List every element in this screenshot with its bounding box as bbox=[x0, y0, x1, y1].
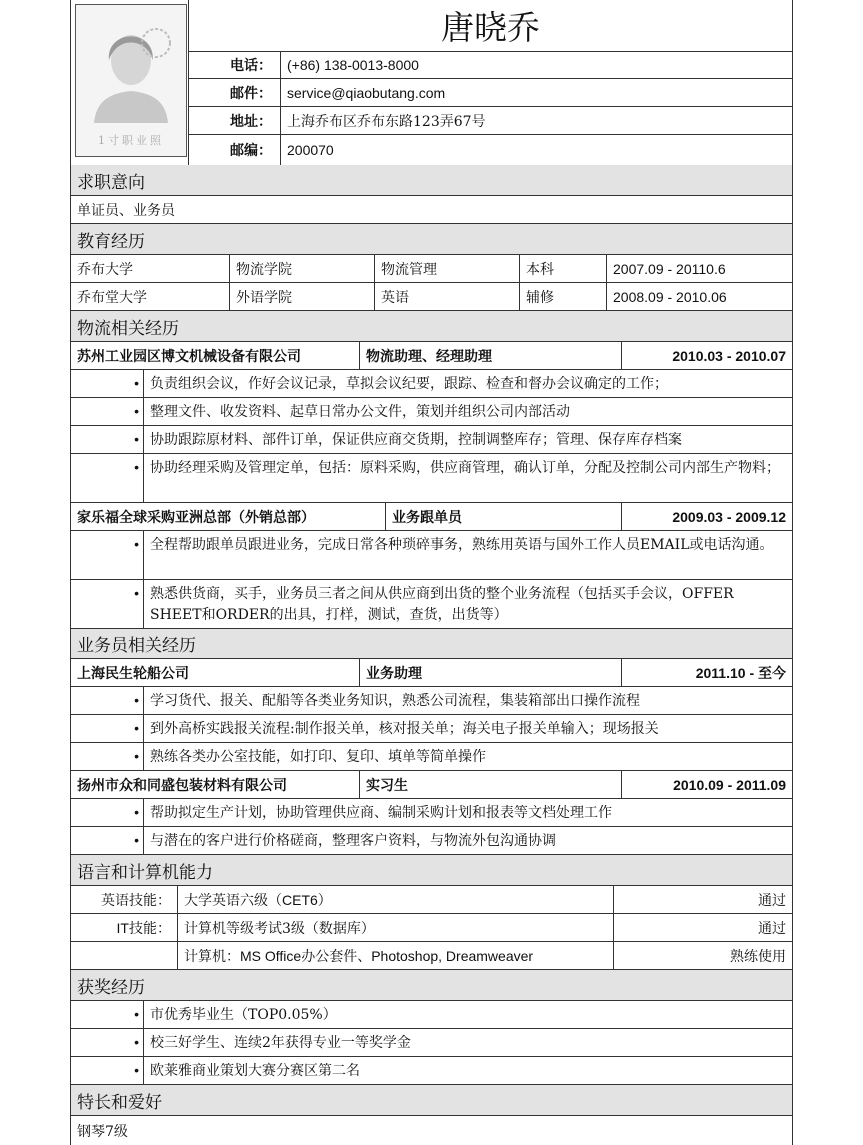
bullet-icon: • bbox=[134, 832, 139, 848]
job-role: 物流助理、经理助理 bbox=[359, 342, 621, 369]
contact-row-email bbox=[188, 79, 792, 107]
list-item bbox=[71, 799, 792, 827]
section-title-awards: 获奖经历 bbox=[71, 970, 792, 1001]
list-item-text: 市优秀毕业生（TOP0.05%） bbox=[143, 1001, 788, 1028]
list-item-text: 帮助拟定生产计划，协助管理供应商、编制采购计划和报表等文档处理工作 bbox=[143, 799, 788, 826]
school: 乔布堂大学 bbox=[77, 289, 147, 306]
skill-desc: 大学英语六级（CET6） bbox=[177, 886, 613, 913]
education-row bbox=[71, 283, 792, 311]
contact-label: 邮编： bbox=[230, 142, 272, 158]
skill-row bbox=[71, 914, 792, 942]
skill-row bbox=[71, 886, 792, 914]
study-period: 2008.09 - 2010.06 bbox=[606, 283, 792, 310]
skill-desc: 计算机：MS Office办公套件、Photoshop, Dreamweaver bbox=[177, 942, 613, 969]
bullet-icon: • bbox=[134, 403, 139, 419]
skill-label: 英语技能： bbox=[101, 892, 171, 909]
job-header bbox=[71, 771, 792, 799]
company-name: 苏州工业园区博文机械设备有限公司 bbox=[77, 347, 301, 364]
section-title-logistics: 物流相关经历 bbox=[71, 311, 792, 342]
skill-desc: 计算机等级考试3级（数据库） bbox=[177, 914, 613, 941]
job-header bbox=[71, 503, 792, 531]
profile-photo-placeholder bbox=[75, 4, 187, 157]
list-item-text: 协助跟踪原材料、部件订单，保证供应商交货期，控制调整库存；管理、保存库存档案 bbox=[143, 426, 788, 453]
skill-label: IT技能： bbox=[116, 919, 171, 936]
contact-row-address bbox=[188, 107, 792, 135]
list-item-text: 负责组织会议，作好会议记录，草拟会议纪要，跟踪、检查和督办会议确定的工作； bbox=[143, 370, 788, 397]
section-title-education: 教育经历 bbox=[71, 224, 792, 255]
bullet-icon: • bbox=[134, 1034, 139, 1050]
list-item bbox=[71, 426, 792, 454]
contact-value: 200070 bbox=[280, 135, 792, 165]
job-period: 2009.03 - 2009.12 bbox=[621, 503, 792, 530]
bullet-icon: • bbox=[134, 1062, 139, 1078]
list-item bbox=[71, 580, 792, 629]
contact-row-zipcode bbox=[188, 135, 792, 165]
list-item-text: 协助经理采购及管理定单，包括：原料采购，供应商管理，确认订单，分配及控制公司内部生产物料； bbox=[143, 454, 788, 502]
list-item bbox=[71, 370, 792, 398]
contact-label: 地址： bbox=[230, 112, 272, 129]
bullet-icon: • bbox=[134, 804, 139, 820]
contact-label: 电话： bbox=[230, 56, 272, 73]
company-name: 上海民生轮船公司 bbox=[77, 664, 189, 681]
study-period: 2007.09 - 20110.6 bbox=[606, 255, 792, 282]
job-period: 2010.03 - 2010.07 bbox=[621, 342, 792, 369]
major: 英语 bbox=[374, 283, 519, 310]
contact-value: service@qiaobutang.com bbox=[280, 79, 792, 106]
candidate-name: 唐晓乔 bbox=[188, 0, 792, 52]
skill-row bbox=[71, 942, 792, 970]
section-title-objective: 求职意向 bbox=[71, 165, 792, 196]
major: 物流管理 bbox=[374, 255, 519, 282]
resume-header bbox=[71, 0, 792, 166]
resume-sheet bbox=[70, 0, 793, 1145]
skill-level: 通过 bbox=[613, 886, 792, 913]
list-item bbox=[71, 454, 792, 503]
job-header bbox=[71, 659, 792, 687]
college: 外语学院 bbox=[229, 283, 374, 310]
job-period: 2010.09 - 2011.09 bbox=[621, 771, 792, 798]
photo-caption: 1寸职业照 bbox=[98, 134, 164, 147]
bullet-icon: • bbox=[134, 536, 139, 552]
company-name: 家乐福全球采购亚洲总部（外销总部） bbox=[77, 508, 315, 525]
degree: 本科 bbox=[519, 255, 606, 282]
list-item-text: 与潜在的客户进行价格磋商，整理客户资料，与物流外包沟通协调 bbox=[143, 827, 788, 854]
hobbies-row bbox=[71, 1116, 792, 1145]
company-name: 扬州市众和同盛包装材料有限公司 bbox=[77, 776, 287, 793]
college: 物流学院 bbox=[229, 255, 374, 282]
school: 乔布大学 bbox=[77, 261, 133, 278]
list-item bbox=[71, 743, 792, 771]
objective-text: 单证员、业务员 bbox=[77, 202, 175, 219]
list-item bbox=[71, 1001, 792, 1029]
contact-label: 邮件： bbox=[230, 84, 272, 101]
list-item bbox=[71, 1057, 792, 1085]
contact-value: (+86) 138-0013-8000 bbox=[280, 51, 792, 78]
list-item bbox=[71, 687, 792, 715]
list-item bbox=[71, 398, 792, 426]
list-item bbox=[71, 1029, 792, 1057]
list-item bbox=[71, 827, 792, 855]
list-item-text: 校三好学生、连续2年获得专业一等奖学金 bbox=[143, 1029, 788, 1056]
bullet-icon: • bbox=[134, 692, 139, 708]
list-item-text: 整理文件、收发资料、起草日常办公文件，策划并组织公司内部活动 bbox=[143, 398, 788, 425]
objective-row bbox=[71, 196, 792, 224]
section-title-hobbies: 特长和爱好 bbox=[71, 1085, 792, 1116]
list-item-text: 熟练各类办公室技能，如打印、复印、填单等简单操作 bbox=[143, 743, 788, 770]
job-header bbox=[71, 342, 792, 370]
skill-level: 通过 bbox=[613, 914, 792, 941]
skill-level: 熟练使用 bbox=[613, 942, 792, 969]
job-role: 业务跟单员 bbox=[385, 503, 621, 530]
job-role: 业务助理 bbox=[359, 659, 621, 686]
contact-value: 上海乔布区乔布东路123弄67号 bbox=[280, 107, 792, 134]
bullet-icon: • bbox=[134, 1006, 139, 1022]
section-title-sales: 业务员相关经历 bbox=[71, 629, 792, 659]
list-item-text: 学习货代、报关、配船等各类业务知识，熟悉公司流程，集装箱部出口操作流程 bbox=[143, 687, 788, 714]
list-item-text: 欧莱雅商业策划大赛分赛区第二名 bbox=[143, 1057, 788, 1084]
degree: 辅修 bbox=[519, 283, 606, 310]
job-period: 2011.10 - 至今 bbox=[621, 659, 792, 686]
bullet-icon: • bbox=[134, 748, 139, 764]
list-item bbox=[71, 531, 792, 580]
list-item-text: 到外高桥实践报关流程:制作报关单，核对报关单；海关电子报关单输入；现场报关 bbox=[143, 715, 788, 742]
bullet-icon: • bbox=[134, 459, 139, 475]
bullet-icon: • bbox=[134, 720, 139, 736]
list-item-text: 全程帮助跟单员跟进业务，完成日常各种琐碎事务，熟练用英语与国外工作人员EMAIL或电话沟通。 bbox=[143, 531, 788, 579]
job-role: 实习生 bbox=[359, 771, 621, 798]
list-item bbox=[71, 715, 792, 743]
bullet-icon: • bbox=[134, 375, 139, 391]
list-item-text: 熟悉供货商，买手，业务员三者之间从供应商到出货的整个业务流程（包括买手会议，OFFER SHEET和ORDER的出具，打样，测试，查货，出货等） bbox=[143, 580, 788, 628]
bullet-icon: • bbox=[134, 431, 139, 447]
hobbies-text: 钢琴7级 bbox=[77, 1123, 128, 1140]
education-row bbox=[71, 255, 792, 283]
section-title-skills: 语言和计算机能力 bbox=[71, 855, 792, 886]
skill-label bbox=[71, 942, 177, 969]
bullet-icon: • bbox=[134, 585, 139, 601]
contact-row-phone bbox=[188, 51, 792, 79]
